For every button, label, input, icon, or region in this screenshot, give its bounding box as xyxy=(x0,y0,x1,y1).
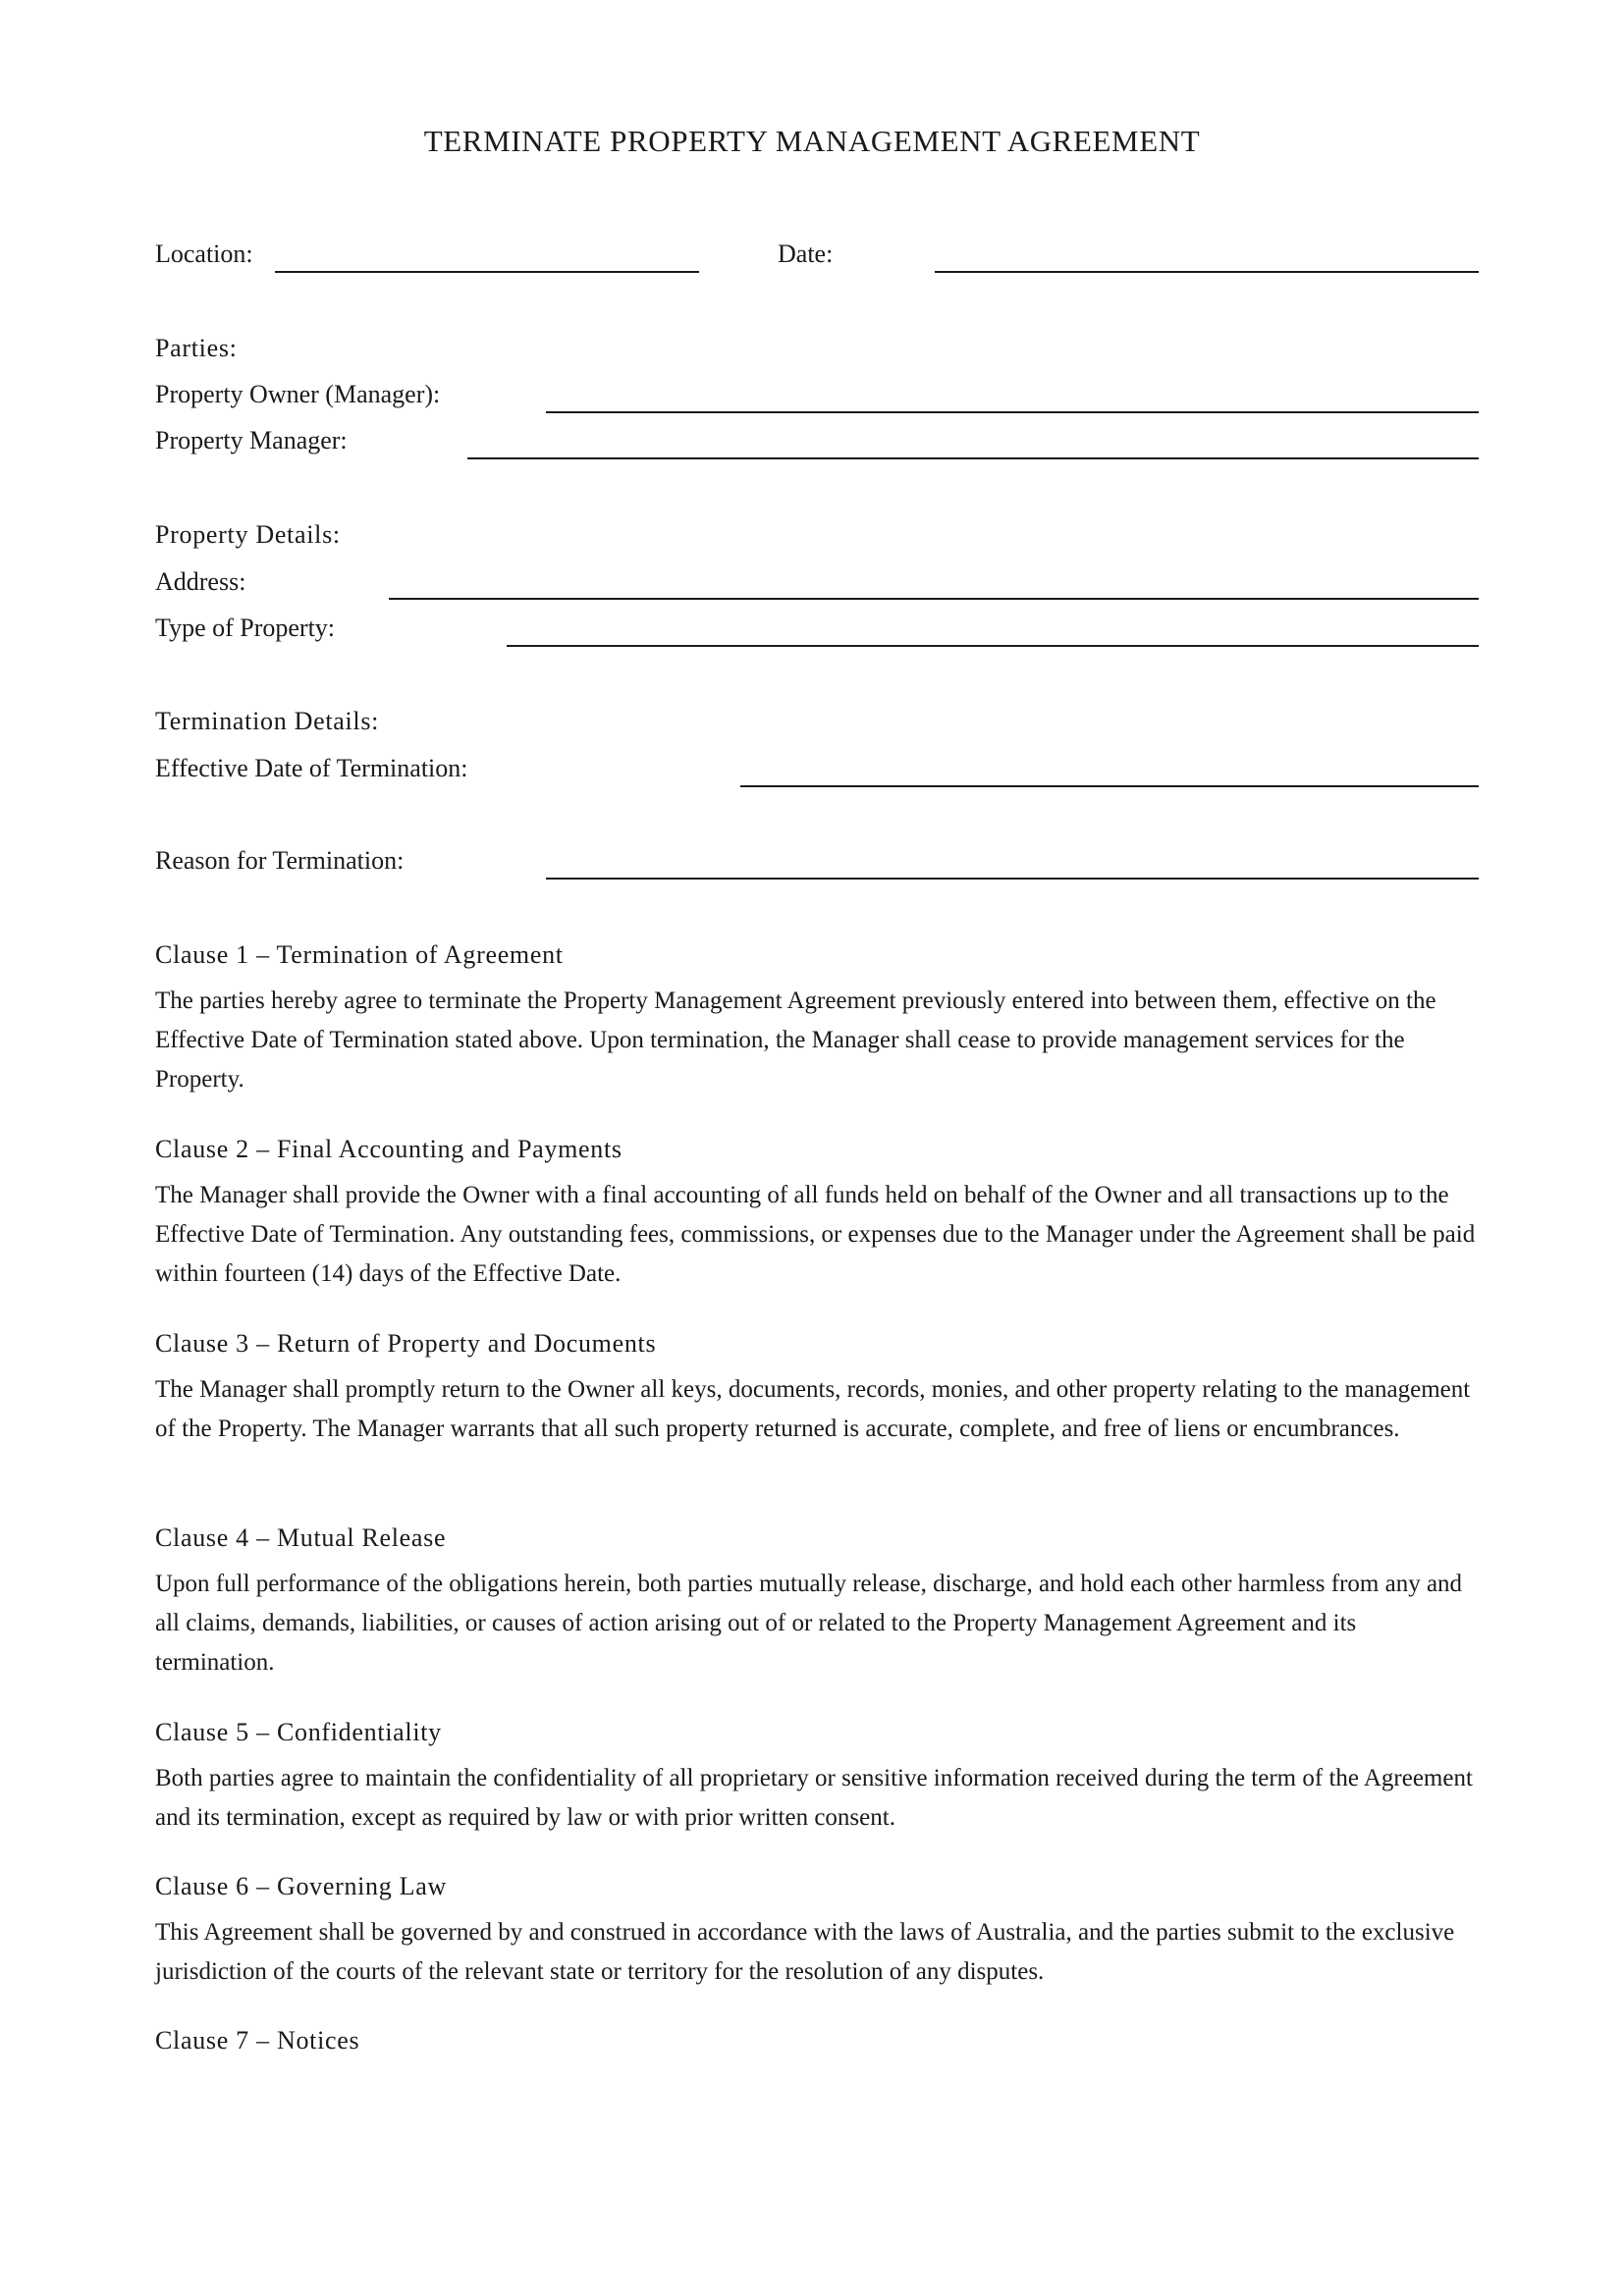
clause-2-heading: Clause 2 – Final Accounting and Payments xyxy=(155,1135,623,1163)
owner-label: Property Owner (Manager): xyxy=(155,380,441,408)
property-type-field[interactable] xyxy=(507,645,1479,647)
clause-3-heading: Clause 3 – Return of Property and Documents xyxy=(155,1329,657,1358)
effective-date-label: Effective Date of Termination: xyxy=(155,754,468,782)
effective-date-field[interactable] xyxy=(740,785,1479,787)
clause-5-text: Both parties agree to maintain the confidentiality of all proprietary or sensitive information received during the term of the Agreement and its termination, except as required by law or with prior written consent. xyxy=(155,1765,1473,1831)
reason-label: Reason for Termination: xyxy=(155,846,405,875)
location-field[interactable] xyxy=(275,271,699,273)
manager-field[interactable] xyxy=(467,457,1479,459)
address-field[interactable] xyxy=(389,598,1479,600)
reason-field[interactable] xyxy=(546,878,1479,880)
clause-7-heading: Clause 7 – Notices xyxy=(155,2026,360,2055)
clause-1-text: The parties hereby agree to terminate the Property Management Agreement previously entered into between them, effective on the Effective Date of Termination stated above. Upon termination, the Manager shall cease to provide management services for the Property. xyxy=(155,988,1436,1093)
clause-1-heading: Clause 1 – Termination of Agreement xyxy=(155,940,564,969)
clause-4-heading: Clause 4 – Mutual Release xyxy=(155,1523,447,1552)
clause-3-text: The Manager shall promptly return to the Owner all keys, documents, records, monies, and other property relating to the management of the Property. The Manager warrants that all such property returned is accurate, complete, and free of liens or encumbrances. xyxy=(155,1376,1471,1442)
date-field[interactable] xyxy=(935,271,1479,273)
clause-4-text: Upon full performance of the obligations herein, both parties mutually release, discharge, and hold each other harmless from any and all claims, demands, liabilities, or causes of action arising out of or related to the Property Management Agreement and its termination. xyxy=(155,1571,1463,1676)
clause-6-heading: Clause 6 – Governing Law xyxy=(155,1872,447,1900)
location-label: Location: xyxy=(155,240,253,268)
clause-6-text: This Agreement shall be governed by and construed in accordance with the laws of Australia, and the parties submit to the exclusive jurisdiction of the courts of the relevant state or territory for the resolution of any disputes. xyxy=(155,1919,1455,1985)
property-details-heading: Property Details: xyxy=(155,520,341,549)
document-title: TERMINATE PROPERTY MANAGEMENT AGREEMENT xyxy=(423,124,1201,158)
manager-label: Property Manager: xyxy=(155,426,348,454)
termination-details-heading: Termination Details: xyxy=(155,707,380,735)
date-label: Date: xyxy=(778,240,834,268)
address-label: Address: xyxy=(155,567,246,596)
clause-2-text: The Manager shall provide the Owner with a final accounting of all funds held on behalf of the Owner and all transactions up to the Effective Date of Termination. Any outstanding fees, commissions, or expenses due to the Manager under the Agreement shall be paid within fourteen (14) days of the Effective Date. xyxy=(155,1182,1476,1287)
parties-heading: Parties: xyxy=(155,334,238,362)
property-type-label: Type of Property: xyxy=(155,614,336,642)
clause-5-heading: Clause 5 – Confidentiality xyxy=(155,1718,442,1746)
owner-field[interactable] xyxy=(546,411,1479,413)
